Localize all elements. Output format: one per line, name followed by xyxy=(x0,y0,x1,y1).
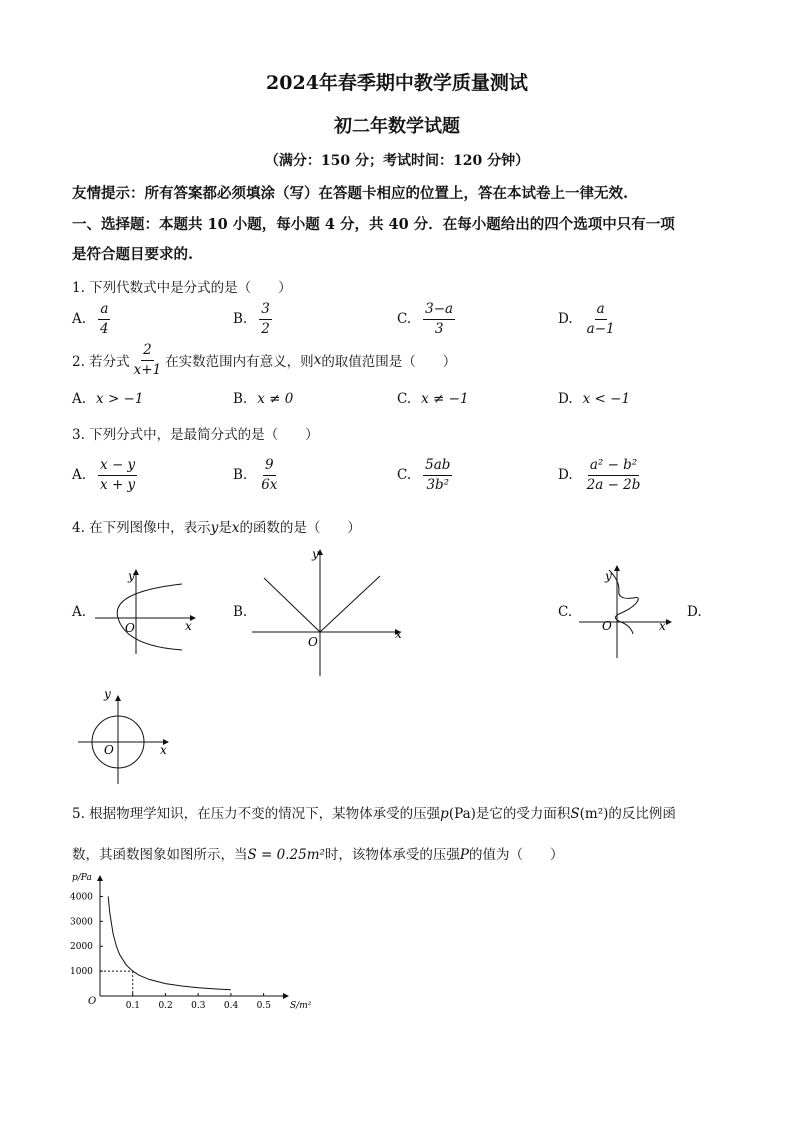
q1-option-b: B. $\frac{3}{2}$ xyxy=(233,301,270,337)
q4-label-a: A. xyxy=(72,604,87,620)
q4d-y-label: y xyxy=(104,687,111,701)
q4b-origin: O xyxy=(308,635,318,649)
q3-option-d: D. $\frac{\text{a² − b²}}{2a - 2b}$ xyxy=(558,457,641,493)
q5-y-tick-label: 3000 xyxy=(70,917,93,928)
q2-option-a: A. x > −1 xyxy=(72,391,144,407)
q4a-y-label: y xyxy=(128,569,135,583)
q4a-x-label: x xyxy=(185,619,192,633)
q2-stem: 2. 若分式 $\frac{2}{x+1}$ 在实数范围内有意义，则 x 的取值范围是（ ） xyxy=(72,342,457,378)
q5-y-tick-label: 2000 xyxy=(70,942,93,953)
q4-stem: 4. 在下列图像中，表示y是x的函数的是（ ） xyxy=(72,520,361,536)
q5-y-tick-label: 4000 xyxy=(70,892,93,903)
q5-x-tick-label: 0.5 xyxy=(256,1001,271,1011)
q3-option-c: C. $\frac{5ab}{\text{3b²}}$ xyxy=(397,457,451,493)
q4c-y-label: y xyxy=(605,569,612,583)
q5-y-tick-label: 1000 xyxy=(70,967,93,978)
q5-line1: 5. 根据物理学知识，在压力不变的情况下，某物体承受的压强p(Pa)是它的受力面积S(m²)的反比例函 xyxy=(72,806,676,822)
q2-option-b: B. x ≠ 0 xyxy=(233,391,294,407)
q1-option-a: A. $\frac{a}{4}$ xyxy=(72,301,109,337)
q5-y-axis-label: p/Pa xyxy=(72,873,92,883)
q1-stem: 1. 下列代数式中是分式的是（ ） xyxy=(72,280,292,296)
section-heading-line1: 一、选择题：本题共 10 小题，每小题 4 分，共 40 分．在每小题给出的四个选项中只有一项 xyxy=(72,216,675,233)
q4-label-c: C. xyxy=(558,604,573,620)
q4-label-b: B. xyxy=(233,604,248,620)
q3-option-b: B. $\frac{9}{6x}$ xyxy=(233,457,278,493)
q5-x-tick-label: 0.4 xyxy=(223,1001,239,1011)
exam-subtitle: 初二年数学试题 xyxy=(334,116,460,137)
q4-graph-c xyxy=(575,560,675,660)
q5-x-tick-label: 0.3 xyxy=(191,1001,206,1011)
q5-series-curve xyxy=(108,896,231,989)
q3-stem: 3. 下列分式中，是最简分式的是（ ） xyxy=(72,427,319,443)
q4b-y-label: y xyxy=(312,547,319,561)
q4-graph-a xyxy=(90,562,200,662)
q4c-x-label: x xyxy=(659,619,666,633)
q4-graph-d xyxy=(76,686,176,786)
exam-title: 2024年春季期中教学质量测试 xyxy=(266,72,528,94)
q3-option-a: A. $\frac{x - y}{x + y}$ xyxy=(72,457,136,493)
q4d-origin: O xyxy=(104,743,114,757)
q4c-origin: O xyxy=(602,619,612,633)
section-heading-line2: 是符合题目要求的. xyxy=(72,246,194,263)
q4b-x-label: x xyxy=(395,627,402,641)
q4-graph-b xyxy=(250,546,410,680)
q5-x-tick-label: 0.1 xyxy=(125,1001,141,1011)
q5-line2: 数，其函数图象如图所示，当S = 0.25m²时，该物体承受的压强P的值为（ ） xyxy=(72,847,564,863)
q4-label-d: D. xyxy=(687,604,702,620)
q5-chart xyxy=(66,870,312,1020)
q5-x-tick-label: 0.2 xyxy=(158,1001,173,1011)
q1-option-d: D. $\frac{a}{a-1}$ xyxy=(558,301,615,337)
exam-note: （满分：150 分；考试时间：120 分钟） xyxy=(264,153,530,169)
q5-origin: O xyxy=(88,996,97,1007)
q2-option-d: D. x < −1 xyxy=(558,391,631,407)
q5-x-axis-label: S/m² xyxy=(290,1001,312,1011)
tips: 友情提示：所有答案都必须填涂（写）在答题卡相应的位置上，答在本试卷上一律无效. xyxy=(72,185,629,202)
q4d-x-label: x xyxy=(160,743,167,757)
q1-option-c: C. $\frac{3-a}{3}$ xyxy=(397,301,454,337)
q2-option-c: C. x ≠ −1 xyxy=(397,391,469,407)
q4a-origin: O xyxy=(125,621,135,635)
